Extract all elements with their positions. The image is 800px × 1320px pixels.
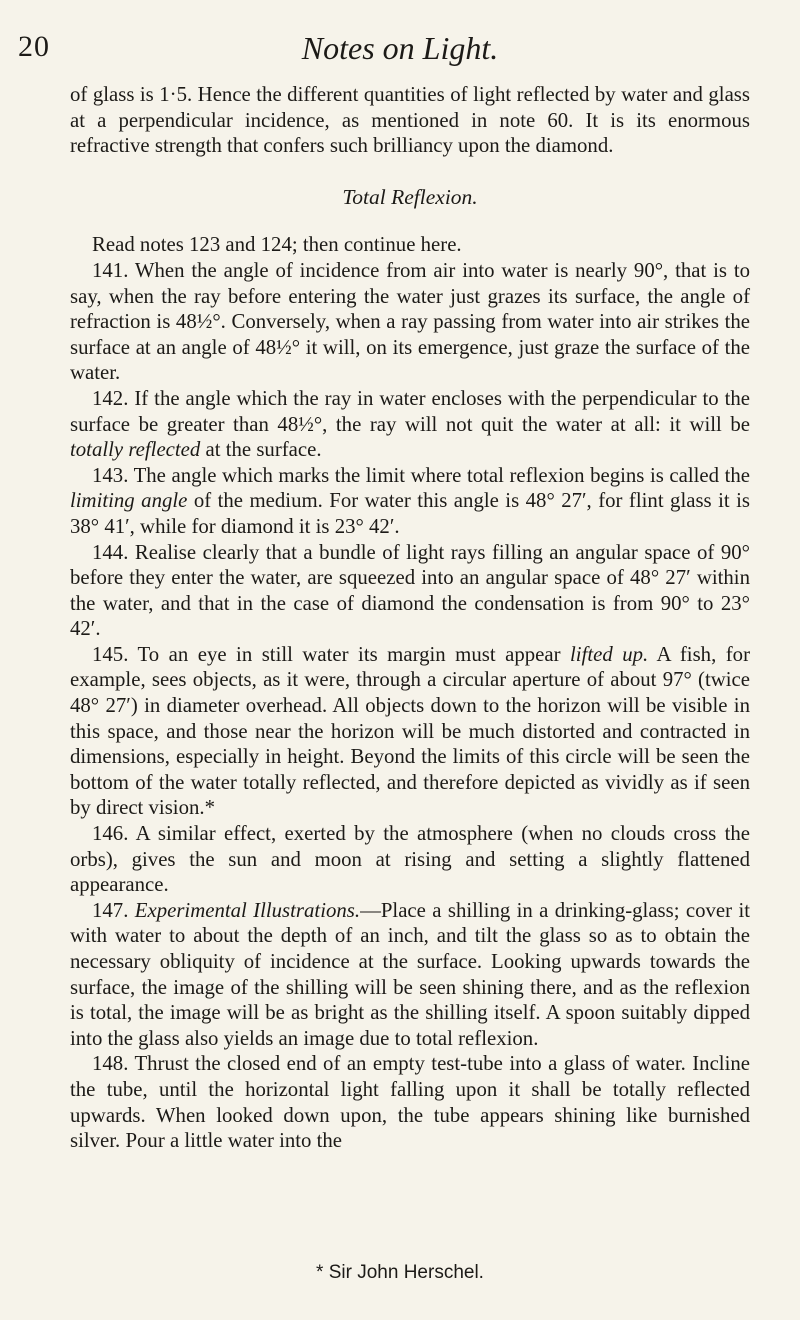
paragraph-145 [70, 642, 750, 821]
paragraph-142-emphasis: totally reflected [70, 438, 201, 462]
page-header [0, 30, 800, 70]
paragraph-143-text: 143. The angle which marks the limit where total reflexion begins is called the [92, 463, 750, 487]
section-heading: Total Reflexion. [342, 184, 478, 209]
paragraph-145-text-end: A fish, for example, sees objects, as it were, through a circular aperture of about 97° (twice 48° 27′) in diameter overhead. All objects down to the horizon will be visible in this space, and those near the horizon will be much distorted and contracted in dimensions, especially in height. Beyond the limits of this circle will be seen the bottom of the water totally reflected, and therefore depicted as vividly as if seen by direct vision.* [70, 642, 750, 820]
paragraph-143 [70, 463, 750, 540]
paragraph-read-notes: Read notes 123 and 124; then continue here. [92, 233, 462, 257]
paragraph-146: 146. A similar effect, exerted by the atmosphere (when no clouds cross the orbs), gives the sun and moon at rising and setting a slightly flattened appearance. [70, 822, 750, 897]
body-text [70, 82, 750, 1154]
paragraph-142-text-end: at the surface. [200, 438, 322, 462]
paragraph-145-text: 145. To an eye in still water its margin must appear [92, 642, 570, 666]
paragraph-142 [70, 386, 750, 463]
footnote: * Sir John Herschel. [316, 1262, 484, 1283]
paragraph-145-emphasis: lifted up. [569, 642, 649, 666]
running-title: Notes on Light. [301, 30, 499, 66]
paragraph-142-text: 142. If the angle which the ray in water encloses with the perpendicular to the surface be greater than 48½°, the ray will not quit the water at all: it will be [70, 386, 750, 436]
paragraph-143-emphasis: limiting angle [70, 489, 188, 513]
paragraph-143-text-end: of the medium. For water this angle is 48° 27′, for flint glass it is 38° 41′, while for diamond it is 23° 42′. [70, 489, 750, 538]
page-number: 20 [18, 30, 50, 63]
paragraph-144: 144. Realise clearly that a bundle of light rays filling an angular space of 90° before they enter the water, are squeezed into an angular space of 48° 27′ within the water, and that in the case of diamond the condensation is from 90° to 23° 42′. [70, 540, 750, 641]
paragraph-147-text: —Place a shilling in a drinking-glass; cover it with water to about the depth of an inch, and tilt the glass so as to obtain the necessary obliquity of incidence at the surface. Looking upwards towards the surface, the image of the shilling will be seen shining there, and as the reflexion is total, the image will be as bright as the shilling itself. A spoon suitably dipped into the glass also yields an image due to total reflexion. [70, 898, 750, 1050]
paragraph-141: 141. When the angle of incidence from air into water is nearly 90°, that is to say, when the ray before entering the water just grazes its surface, the angle of refraction is 48½°. Conversely, when a ray passing from water into air strikes the surface at an angle of 48½° it will, on its emergence, just graze the surface of the water. [70, 258, 750, 385]
paragraph-147 [70, 898, 750, 1052]
paragraph-147-emphasis: Experimental Illustrations. [134, 898, 361, 922]
paragraph-148: 148. Thrust the closed end of an empty test-tube into a glass of water. Incline the tube, until the horizontal light falling upon it shall be totally reflected upwards. When looked down upon, the tube appears shining like burnished silver. Pour a little water into the [70, 1052, 750, 1153]
paragraph-147-number: 147. [92, 898, 135, 922]
intro-paragraph: of glass is 1·5. Hence the different quantities of light reflected by water and glass at a perpendicular incidence, as mentioned in note 60. It is its enormous refractive strength that confers such brilliancy upon the diamond. [70, 83, 750, 158]
